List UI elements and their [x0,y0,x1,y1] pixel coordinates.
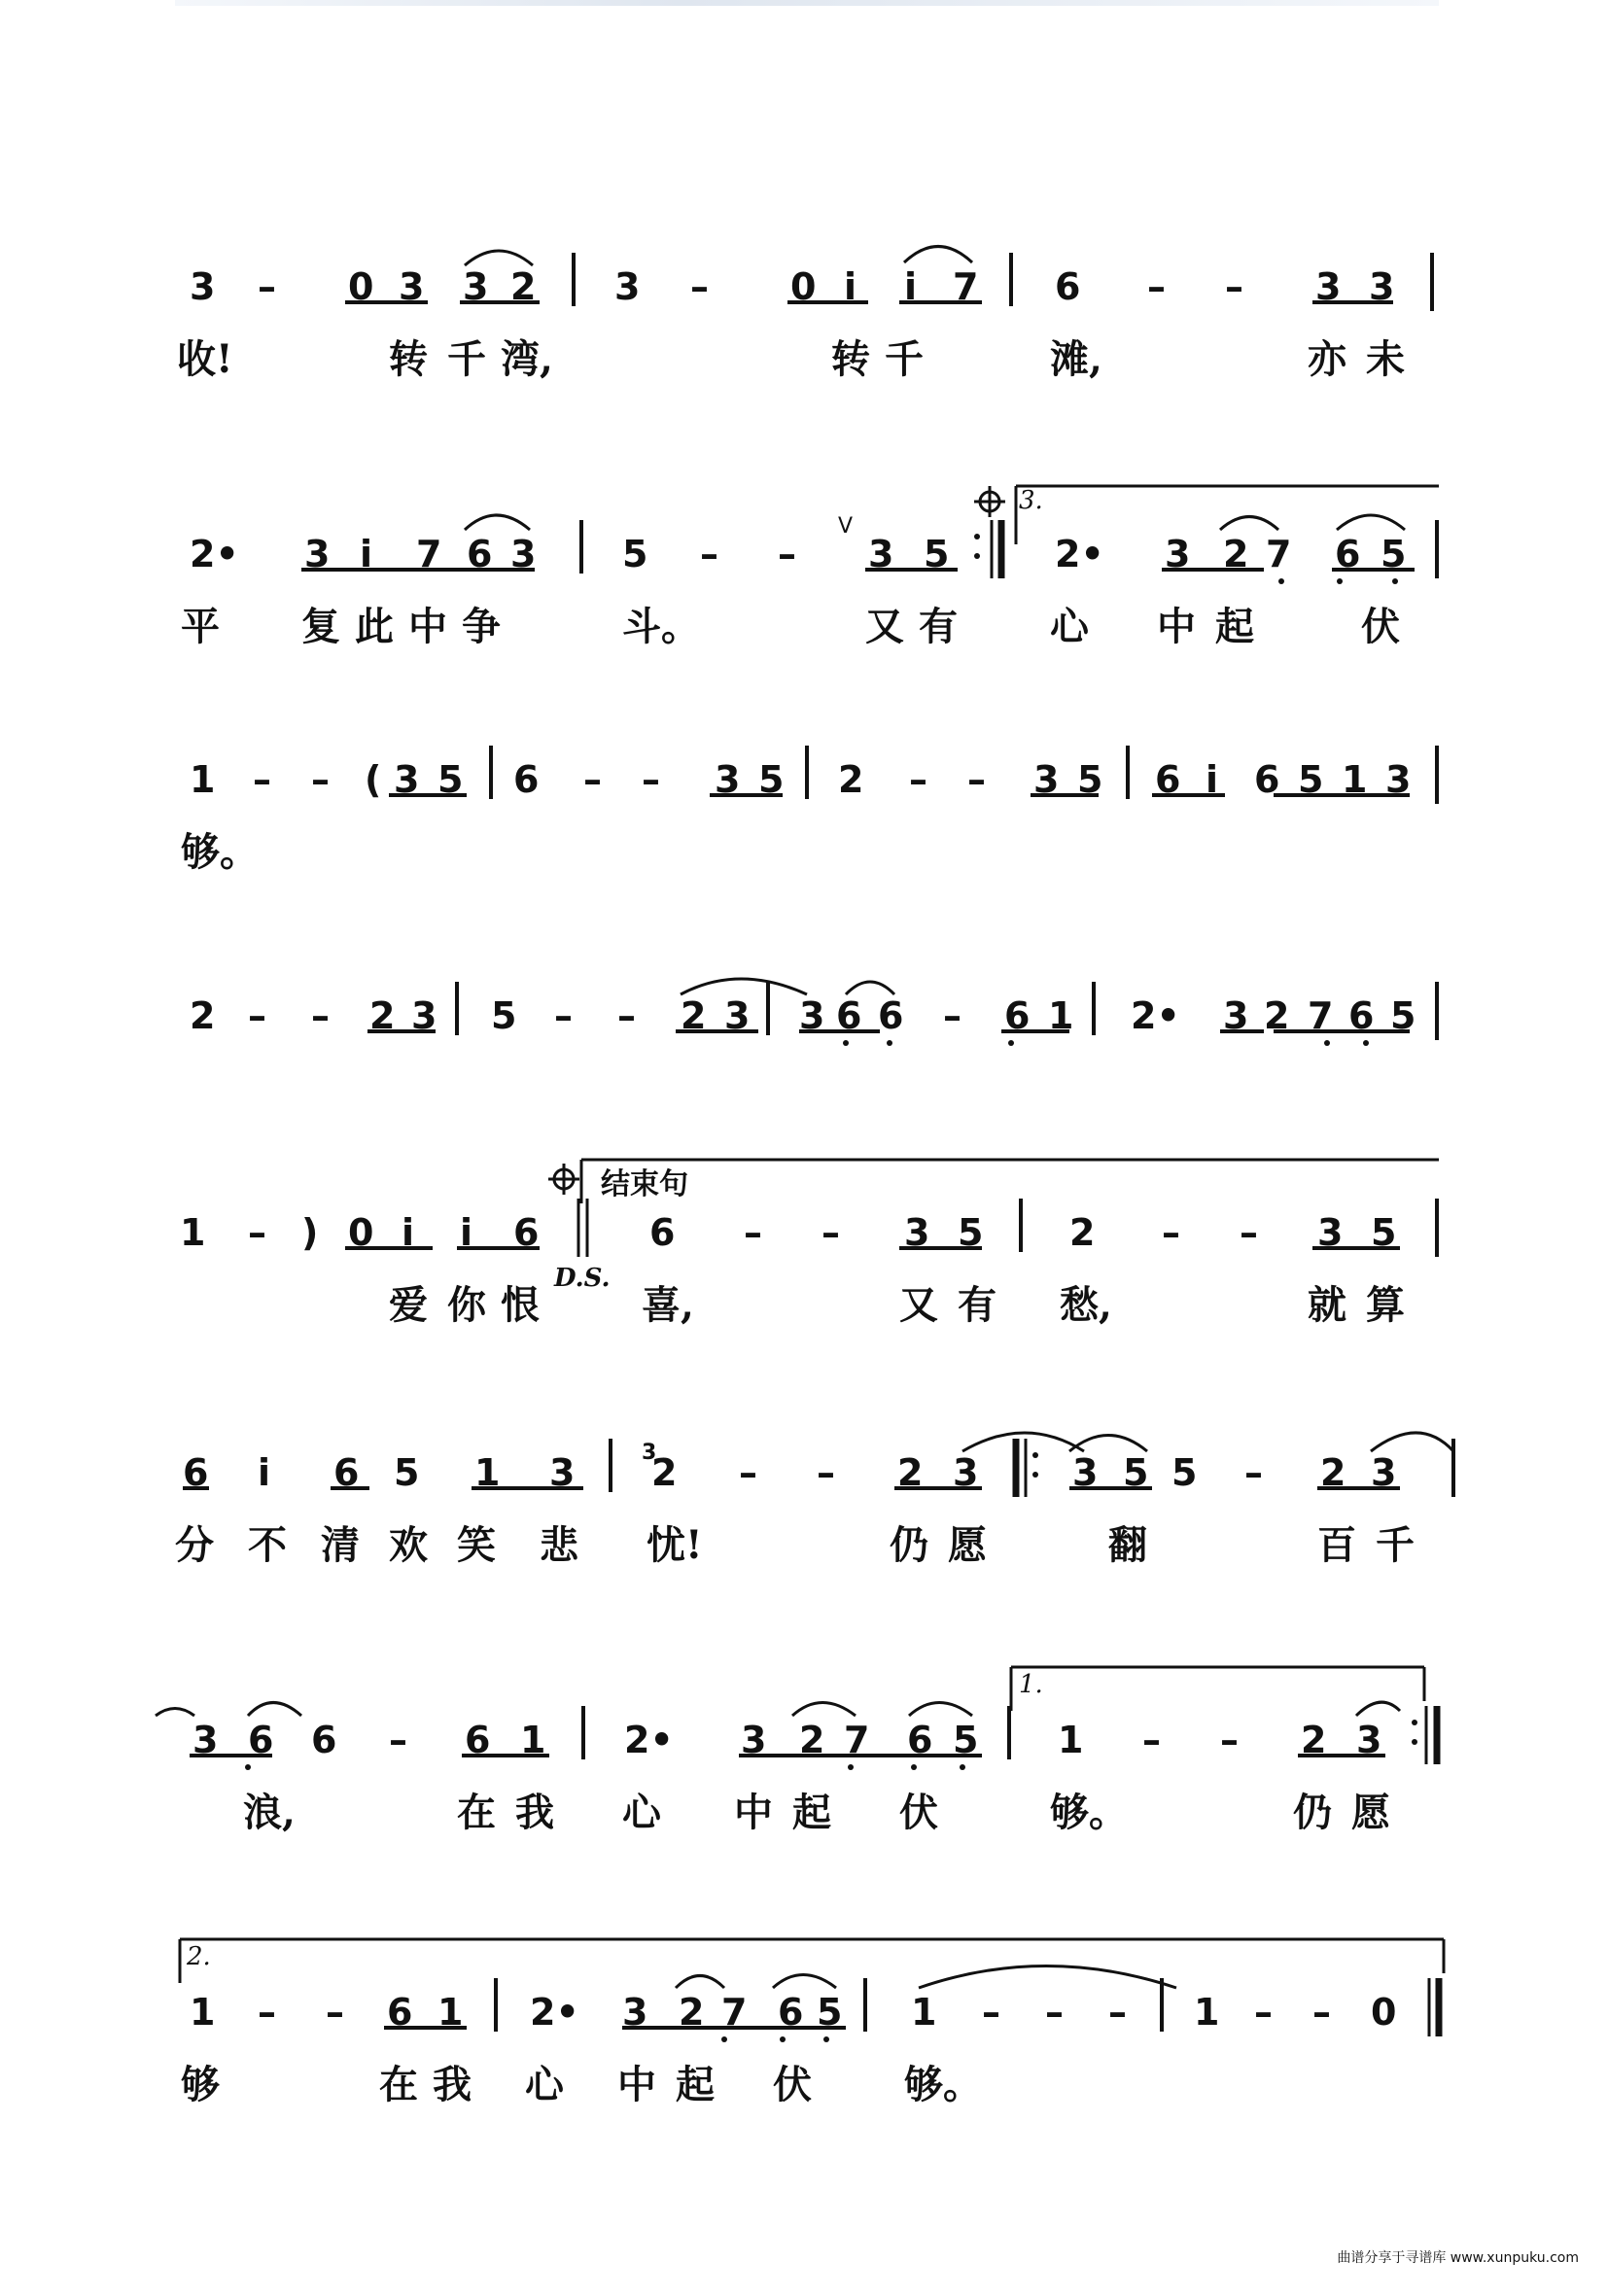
lyric: 心 [622,1790,661,1835]
note: 2 [190,994,216,1037]
note: 5 [758,758,785,801]
lyric: 有 [919,604,958,649]
score-row-6 [0,1441,1608,1638]
note: 7 [953,265,979,308]
note: 7 [416,533,442,575]
note: 2• [624,1719,674,1761]
note: 5 [394,1451,420,1494]
lyric: 亦 [1308,336,1346,382]
note: – [583,758,602,801]
note: 6 [465,1719,491,1761]
lyric: 又 [899,1282,938,1328]
note: – [1162,1211,1180,1254]
lyric: 湾, [501,336,553,382]
note: 1 [190,1991,216,2034]
note: – [778,533,796,575]
note: – [817,1451,835,1494]
note: 3 [1315,265,1342,308]
note: – [389,1719,407,1761]
note: – [248,1211,266,1254]
row-7-lyrics [0,1779,1608,1847]
lyric: 仍 [1293,1790,1332,1835]
lyric: 中 [734,1790,773,1835]
note: – [1244,1451,1263,1494]
note: 3 [1385,758,1412,801]
note: 2 [1264,994,1290,1037]
note: 5 [1298,758,1324,801]
lyric: 此 [355,604,394,649]
note: ) [301,1211,319,1254]
lyric: 够。 [181,829,259,875]
lyric: 欢 [389,1522,428,1568]
note: 2 [1301,1719,1327,1761]
lyric: 喜, [642,1282,694,1328]
note: 1 [474,1451,501,1494]
note: 5 [491,994,517,1037]
note: 6 [1335,533,1361,575]
volta-label: 3. [1019,486,1043,515]
note: 1 [190,758,216,801]
lyric: 忧! [647,1522,703,1568]
row-1-lyrics [0,326,1608,394]
note: – [1220,1719,1239,1761]
row-4-notes [0,987,1608,1074]
note: 2 [679,1991,705,2034]
note: 3 [1033,758,1060,801]
note: 0 [1371,1991,1397,2034]
lyric: 复 [301,604,340,649]
note: 0 [790,265,817,308]
lyric: 仍 [890,1522,928,1568]
note: 6 [513,1211,540,1254]
note: 2 [1320,1451,1346,1494]
note: – [739,1451,757,1494]
note: 5 [1381,533,1407,575]
lyric: 伏 [899,1790,938,1835]
note: i [844,265,857,308]
note: 5 [1077,758,1103,801]
row-3-lyrics [0,818,1608,887]
note: – [642,758,660,801]
lyric: 愿 [948,1522,987,1568]
score-row-2 [0,486,1608,719]
lyric: 我 [433,2062,472,2107]
note: i [904,265,918,308]
note: 5 [924,533,950,575]
note: i [360,533,373,575]
note: 6 [1348,994,1375,1037]
note: i [460,1211,473,1254]
note: 1 [1058,1719,1084,1761]
lyric: 千 [447,336,486,382]
note: 3 [741,1719,767,1761]
lyric: 平 [181,604,220,649]
note: – [943,994,961,1037]
note: 1 [911,1991,937,2034]
lyric: 翻 [1108,1522,1147,1568]
note: 5 [817,1991,843,2034]
lyric: 千 [885,336,924,382]
lyric: 转 [389,336,428,382]
note: 2 [897,1451,924,1494]
dal-segno-mark: D.S. [554,1264,611,1293]
score-row-5 [0,1167,1608,1398]
note: ( [365,758,382,801]
lyric: 百 [1317,1522,1356,1568]
note: 3 [868,533,894,575]
note: 2• [1131,994,1180,1037]
note: i [402,1211,415,1254]
note: 3 [724,994,751,1037]
note: 6 [1004,994,1031,1037]
note: 6 [649,1211,676,1254]
lyric: 就 [1308,1282,1346,1328]
note: 5 [958,1211,984,1254]
note: 2• [530,1991,579,2034]
note: 3 [411,994,437,1037]
note: 1 [1048,994,1074,1037]
note: 3 [399,265,425,308]
note: 7 [1266,533,1292,575]
note: 3 [622,1991,648,2034]
volta-label: 2. [187,1942,211,1971]
note: – [690,265,709,308]
lyric: 起 [676,2062,715,2107]
note: 5 [953,1719,979,1761]
lyric: 笑 [457,1522,496,1568]
note: 1 [1194,1991,1220,2034]
scan-edge [175,0,1439,6]
note: 6 [248,1719,274,1761]
note: 3 [799,994,825,1037]
note: 2• [1055,533,1104,575]
note: 1 [1342,758,1368,801]
note: – [1240,1211,1258,1254]
lyric: 分 [175,1522,214,1568]
score-row-7 [0,1670,1608,1905]
note: 6 [333,1451,360,1494]
note: 6 [387,1991,413,2034]
note: 3 [549,1451,576,1494]
score-row-3 [0,750,1608,945]
note: – [253,758,271,801]
score-row-8 [0,1942,1608,2177]
lyric: 心 [1050,604,1089,649]
note: 7 [1308,994,1334,1037]
note: 5 [1371,1211,1397,1254]
note: 2 [838,758,864,801]
note: – [258,265,276,308]
note: 6 [311,1719,337,1761]
note: – [700,533,718,575]
note: 3 [1371,1451,1397,1494]
lyric: 愁, [1060,1282,1112,1328]
lyric: 滩, [1050,336,1102,382]
note: 0 [348,265,374,308]
ending-section-label: 结束句 [601,1167,688,1201]
note: 3 [192,1719,219,1761]
lyric: 爱 [389,1282,428,1328]
note: 3 [510,533,537,575]
grace-note: 3 [642,1441,657,1465]
note: – [1147,265,1166,308]
score-row-4 [0,987,1608,1181]
lyric: 愿 [1351,1790,1390,1835]
lyric: 恨 [501,1282,540,1328]
note: 2 [1223,533,1249,575]
lyric: 未 [1366,336,1405,382]
note: 3 [1356,1719,1382,1761]
note: 6 [183,1451,209,1494]
note: 6 [1254,758,1280,801]
source-footer: 曲谱分享于寻谱库 www.xunpuku.com [1337,2250,1579,2266]
lyric: 在 [457,1790,496,1835]
row-6-lyrics [0,1512,1608,1580]
lyric: 起 [1215,604,1254,649]
note: 7 [721,1991,748,2034]
lyric: 伏 [773,2062,812,2107]
lyric: 心 [525,2062,564,2107]
note: – [1045,1991,1064,2034]
lyric: 我 [515,1790,554,1835]
note: 6 [513,758,540,801]
breath-mark: V [838,514,854,539]
note: – [744,1211,762,1254]
note: 2 [510,265,537,308]
note: 3 [1223,994,1249,1037]
note: 1 [180,1211,206,1254]
note: – [248,994,266,1037]
note: 5 [1123,1451,1149,1494]
note: – [1225,265,1243,308]
note: 6 [778,1991,804,2034]
note: 3 [463,265,489,308]
lyric: 争 [462,604,501,649]
note: 3 [190,265,216,308]
note: 2 [651,1451,678,1494]
lyric: 够。 [1050,1790,1128,1835]
note: – [982,1991,1000,2034]
lyric: 浪, [243,1790,296,1835]
note: – [1254,1991,1273,2034]
lyric: 收! [177,336,233,382]
note: i [1206,758,1219,801]
note: – [258,1991,276,2034]
lyric: 中 [408,604,447,649]
note: – [1108,1991,1127,2034]
note: 6 [878,994,904,1037]
note: 3 [715,758,741,801]
note: – [1312,1991,1331,2034]
row-8-lyrics [0,2051,1608,2119]
note: i [258,1451,271,1494]
note: 6 [907,1719,933,1761]
note: – [1142,1719,1161,1761]
note: 6 [467,533,493,575]
note: 2 [681,994,707,1037]
note: 3 [614,265,641,308]
lyric: 转 [831,336,870,382]
lyric: 起 [792,1790,831,1835]
note: 2• [190,533,239,575]
lyric: 算 [1366,1282,1405,1328]
note: 2 [369,994,396,1037]
note: 6 [1055,265,1081,308]
note: – [311,758,330,801]
note: 3 [1165,533,1191,575]
note: 5 [1390,994,1416,1037]
row-2-lyrics [0,593,1608,661]
row-5-lyrics [0,1271,1608,1339]
lyric: 千 [1376,1522,1415,1568]
lyric: 斗。 [622,604,700,649]
lyric: 悲 [540,1522,578,1568]
note: 6 [836,994,862,1037]
note: 1 [520,1719,546,1761]
lyric: 有 [958,1282,996,1328]
lyric: 中 [1157,604,1196,649]
volta-label: 1. [1019,1670,1043,1699]
score-row-1 [0,258,1608,452]
note: 5 [437,758,464,801]
note: – [311,994,330,1037]
note: 6 [1155,758,1181,801]
note: 3 [904,1211,930,1254]
note: 3 [953,1451,979,1494]
lyric: 够。 [904,2062,982,2107]
lyric: 不 [248,1522,287,1568]
note: 5 [1171,1451,1198,1494]
note: 3 [1072,1451,1099,1494]
note: 5 [622,533,648,575]
note: 3 [1317,1211,1344,1254]
note: – [554,994,573,1037]
lyric: 在 [379,2062,418,2107]
note: – [617,994,636,1037]
note: 1 [437,1991,464,2034]
note: – [967,758,986,801]
note: 7 [844,1719,870,1761]
note: – [909,758,927,801]
lyric: 你 [447,1282,486,1328]
note: – [326,1991,344,2034]
note: 0 [348,1211,374,1254]
note: 3 [304,533,331,575]
note: 2 [799,1719,825,1761]
note: 3 [1369,265,1395,308]
note: 3 [394,758,420,801]
lyric: 又 [865,604,904,649]
note: – [821,1211,840,1254]
lyric: 中 [617,2062,656,2107]
lyric: 伏 [1361,604,1400,649]
note: 2 [1069,1211,1096,1254]
lyric: 够 [181,2062,220,2107]
lyric: 清 [321,1522,360,1568]
